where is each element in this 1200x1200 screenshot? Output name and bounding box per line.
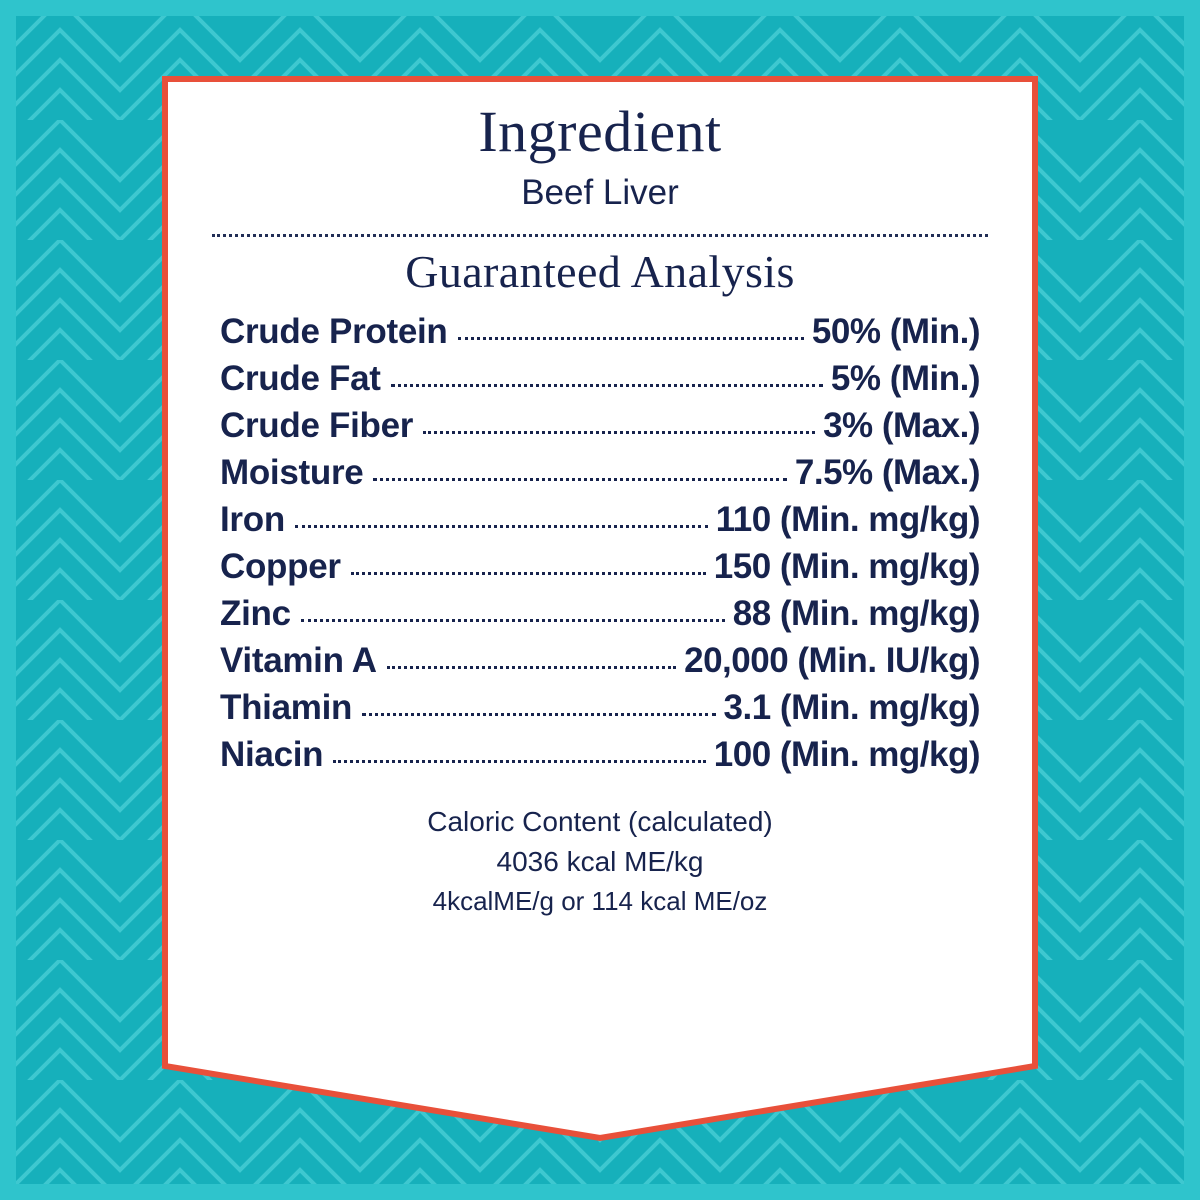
caloric-kg: 4036 kcal ME/kg [496, 846, 704, 878]
analysis-row [220, 731, 980, 778]
caloric-heading: Caloric Content (calculated) [427, 805, 773, 837]
page-title: Ingredient [478, 99, 722, 164]
divider [212, 231, 988, 237]
analysis-row [220, 449, 980, 496]
nutrient-label: Copper [220, 546, 341, 586]
leader-dots [458, 336, 804, 340]
analysis-row [220, 308, 980, 355]
analysis-row [220, 543, 980, 590]
analysis-row [220, 637, 980, 684]
nutrient-value: 110 (Min. mg/kg) [715, 499, 980, 539]
nutrient-value: 50% (Min.) [811, 311, 980, 351]
nutrient-value: 100 (Min. mg/kg) [713, 734, 980, 774]
nutrient-value: 150 (Min. mg/kg) [713, 546, 980, 586]
nutrient-label: Moisture [220, 452, 364, 492]
leader-dots [333, 759, 706, 763]
guaranteed-analysis-list [220, 308, 980, 778]
caloric-g-oz: 4kcalME/g or 114 kcal ME/oz [432, 886, 768, 917]
leader-dots [423, 430, 815, 434]
nutrient-value: 3.1 (Min. mg/kg) [723, 687, 980, 727]
nutrient-label: Crude Fat [220, 358, 381, 398]
nutrient-label: Iron [220, 499, 285, 539]
ingredient-label-panel [162, 76, 1038, 1144]
leader-dots [373, 477, 786, 481]
leader-dots [301, 618, 725, 622]
leader-dots [391, 383, 823, 387]
section-title: Guaranteed Analysis [405, 245, 795, 297]
nutrient-value: 7.5% (Max.) [794, 452, 980, 492]
analysis-row [220, 590, 980, 637]
analysis-row [220, 355, 980, 402]
nutrient-label: Zinc [220, 593, 291, 633]
leader-dots [351, 571, 706, 575]
leader-dots [295, 524, 708, 528]
nutrient-value: 3% (Max.) [823, 405, 980, 445]
nutrient-label: Vitamin A [220, 640, 377, 680]
leader-dots [362, 712, 715, 716]
nutrient-label: Crude Protein [220, 311, 448, 351]
caloric-content-block [206, 802, 994, 921]
analysis-row [220, 496, 980, 543]
nutrient-value: 5% (Min.) [830, 358, 980, 398]
nutrient-label: Niacin [220, 734, 324, 774]
ingredient-name: Beef Liver [521, 172, 679, 212]
analysis-row [220, 402, 980, 449]
nutrient-value: 20,000 (Min. IU/kg) [684, 640, 980, 680]
leader-dots [387, 665, 676, 669]
nutrient-value: 88 (Min. mg/kg) [732, 593, 980, 633]
nutrient-label: Crude Fiber [220, 405, 414, 445]
analysis-row [220, 684, 980, 731]
nutrient-label: Thiamin [220, 687, 353, 727]
